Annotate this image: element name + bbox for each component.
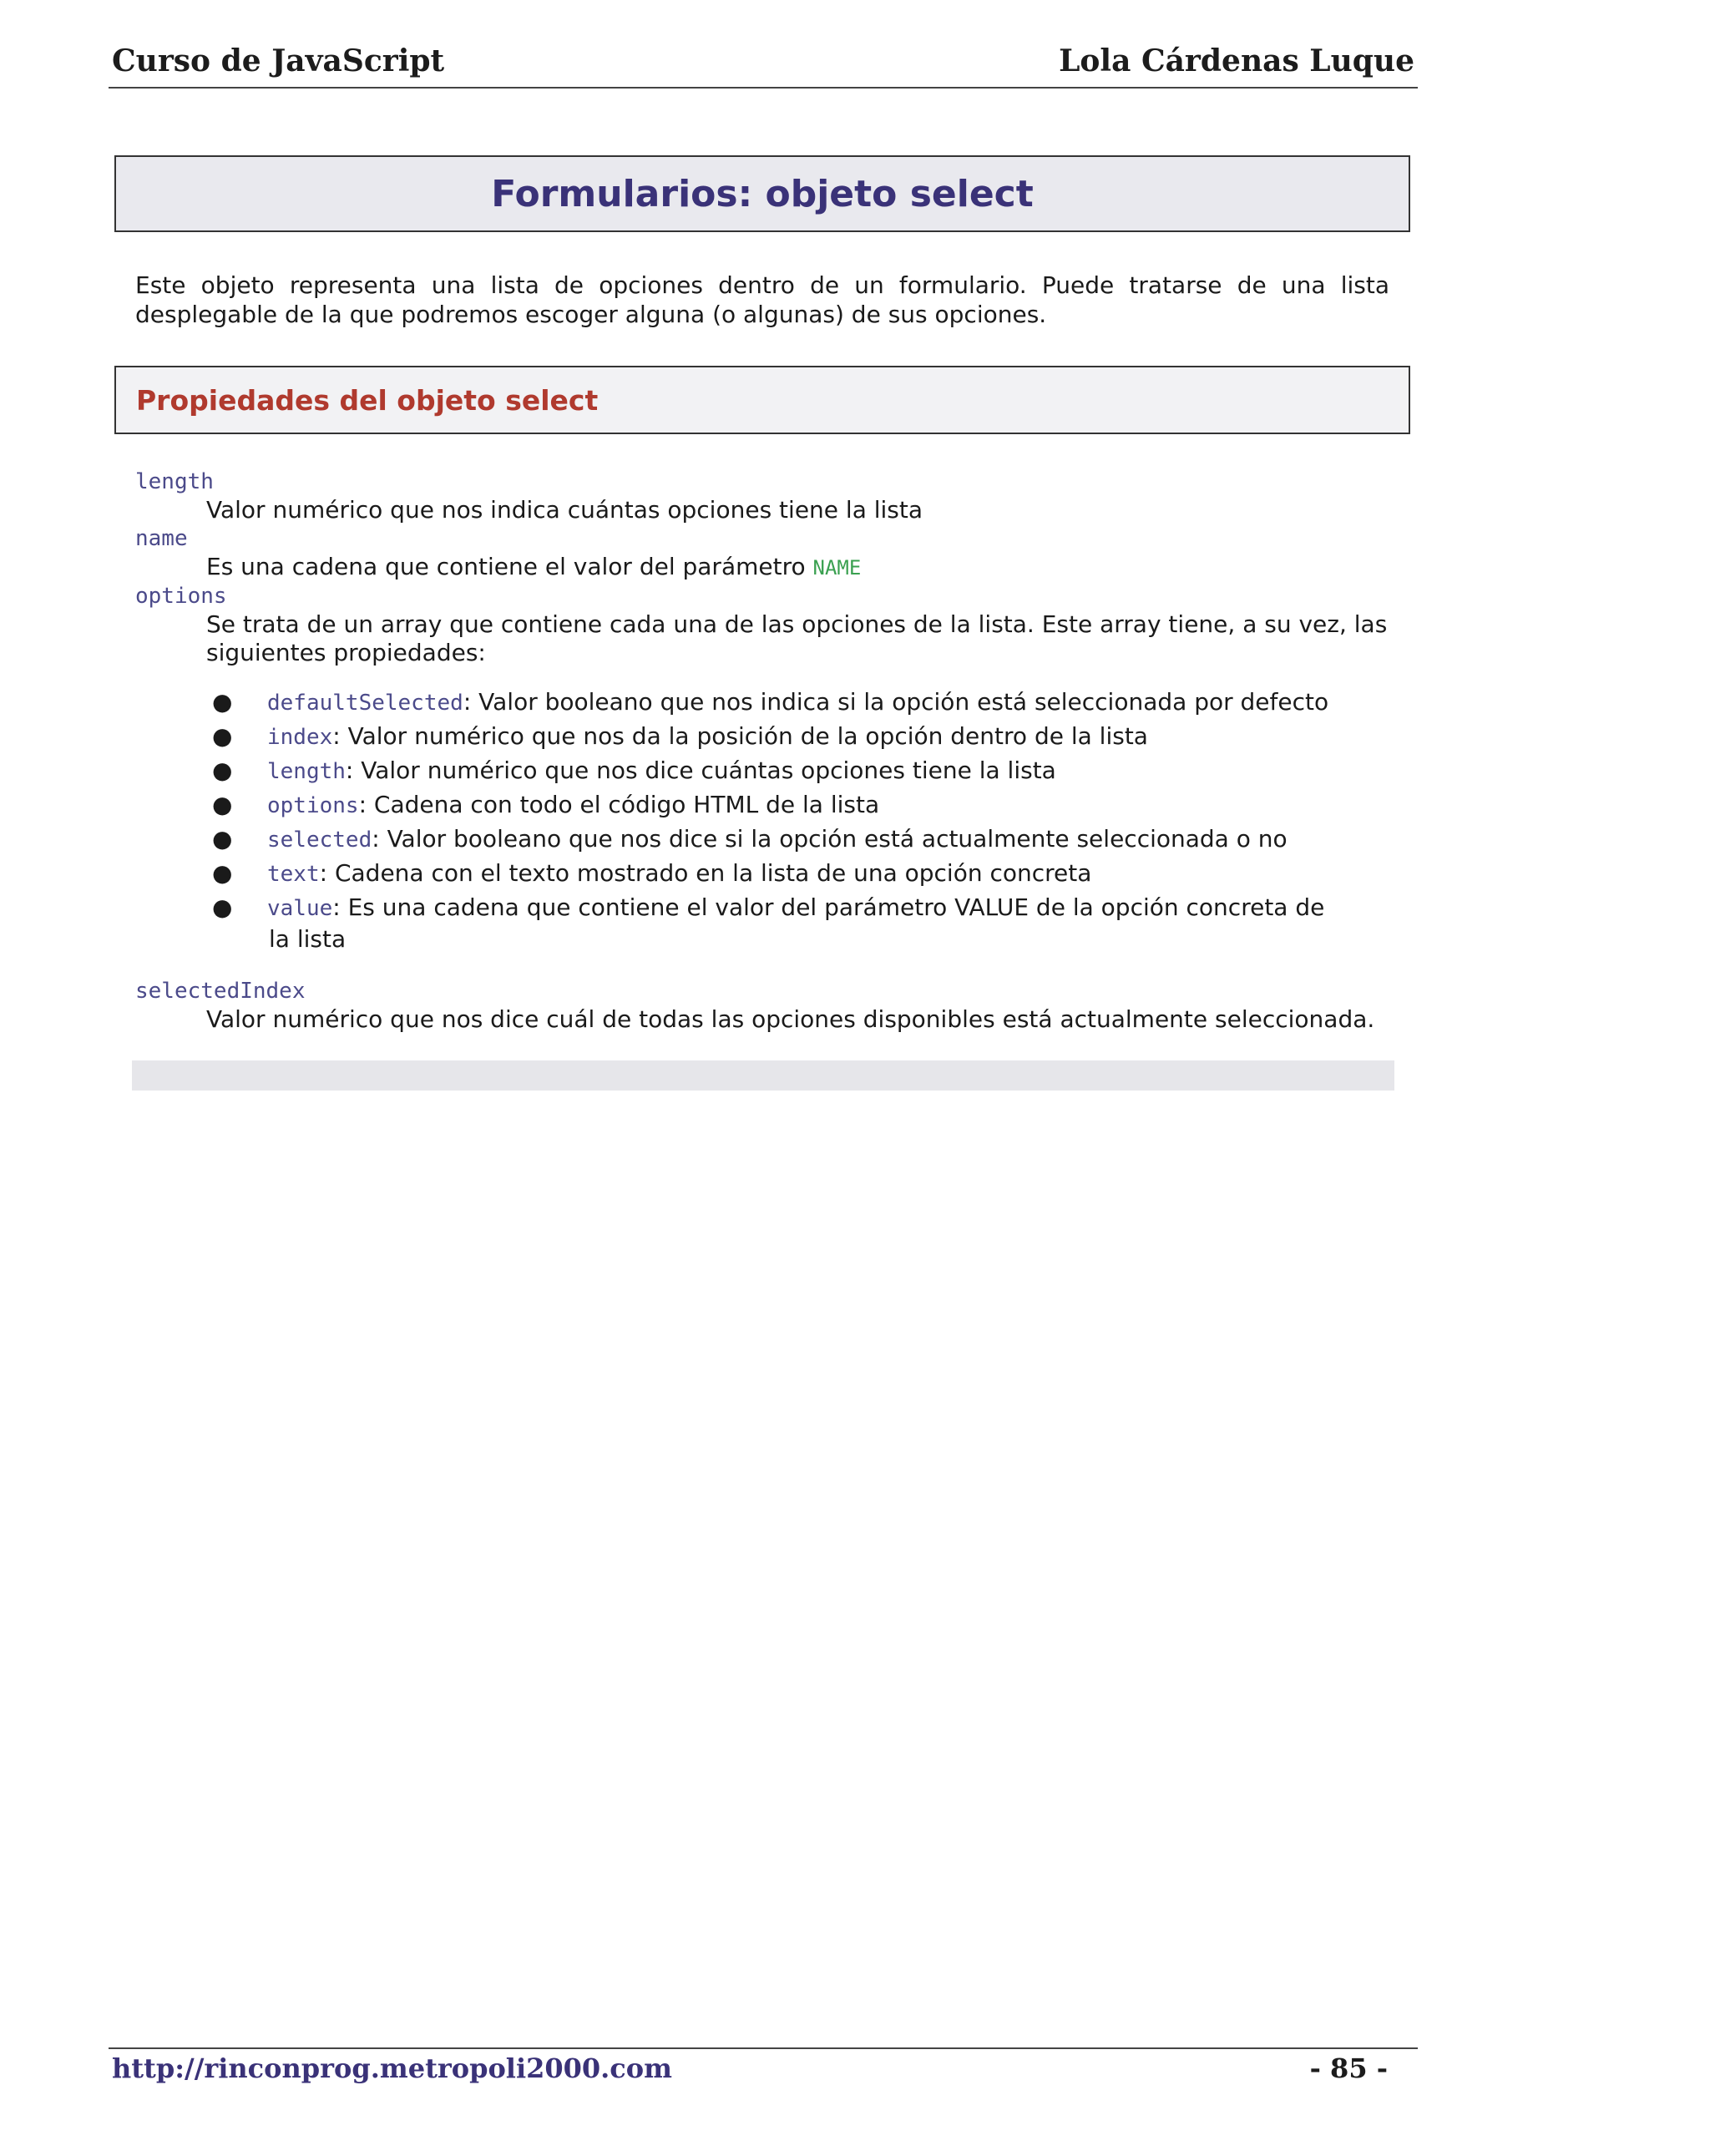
list-item [212,857,1396,891]
list-item [212,788,1396,822]
page-header [109,42,1418,89]
list-item [212,891,1396,954]
property-term-selectedindex: selectedIndex [135,979,306,1004]
footer-url-link[interactable]: http://rinconprog.metropoli2000.com [112,2052,672,2084]
section-box [114,366,1410,434]
properties-list [135,468,1396,1034]
subproperty-code: options [267,793,359,818]
property-code-name: NAME [812,556,862,579]
subproperty-code: text [267,862,320,887]
property-desc-length: Valor numérico que nos indica cuántas opciones tiene la lista [206,496,923,524]
list-item [212,686,1396,720]
property-desc-selectedindex: Valor numérico que nos dice cuál de todas las opciones disponibles está actualmente seleccionada. [206,1005,1375,1033]
property-term-options: options [135,584,227,609]
header-course-title: Curso de JavaScript [112,43,445,78]
title-box [114,155,1410,232]
list-item [212,720,1396,754]
subproperty-code: defaultSelected [267,691,463,716]
options-subproperties [135,686,1396,954]
subproperty-text-continuation: la lista [269,925,347,953]
bullet-icon: ● [212,825,233,853]
property-desc-options: Se trata de un array que contiene cada una de las opciones de la lista. Este array tiene, a su vez, las siguientes propiedades: [206,610,1388,666]
subproperty-text: : Valor booleano que nos indica si la opción está seleccionada por defecto [463,688,1329,716]
subproperty-code: length [267,759,346,784]
bullet-icon: ● [212,757,233,784]
list-item [212,754,1396,788]
property-desc-name-text: Es una cadena que contiene el valor del parámetro [206,553,813,580]
footer-divider [109,2047,1418,2049]
property-term-name: name [135,526,188,551]
bullet-icon: ● [212,688,233,716]
subproperty-text: : Valor numérico que nos da la posición de la opción dentro de la lista [332,722,1148,750]
property-desc-name [135,553,1396,582]
bullet-icon: ● [212,859,233,887]
subproperty-text: : Cadena con el texto mostrado en la lista de una opción concreta [319,859,1092,887]
intro-paragraph: Este objeto representa una lista de opciones dentro de un formulario. Puede tratarse de una lista desplegable de la que podremos escoger alguna (o algunas) de sus opciones. [135,271,1389,328]
section-title: Propiedades del objeto select [136,383,599,417]
page-number: - 85 - [1309,2052,1388,2084]
section-end-bar [132,1060,1394,1091]
subproperty-code: selected [267,827,372,853]
bullet-icon: ● [212,722,233,750]
subproperty-code: index [267,725,333,750]
bullet-icon: ● [212,791,233,818]
subproperty-text: : Cadena con todo el código HTML de la lista [358,791,880,818]
subproperty-text: : Valor booleano que nos dice si la opción está actualmente seleccionada o no [372,825,1288,853]
property-term-length: length [135,469,214,494]
header-author: Lola Cárdenas Luque [1059,43,1414,78]
bullet-icon: ● [212,893,233,921]
list-item [212,822,1396,857]
subproperty-text: : Es una cadena que contiene el valor del parámetro VALUE de la opción concreta de [332,893,1325,921]
subproperty-text: : Valor numérico que nos dice cuántas opciones tiene la lista [345,757,1056,784]
page-title: Formularios: objeto select [491,172,1034,215]
subproperty-code: value [267,896,333,921]
